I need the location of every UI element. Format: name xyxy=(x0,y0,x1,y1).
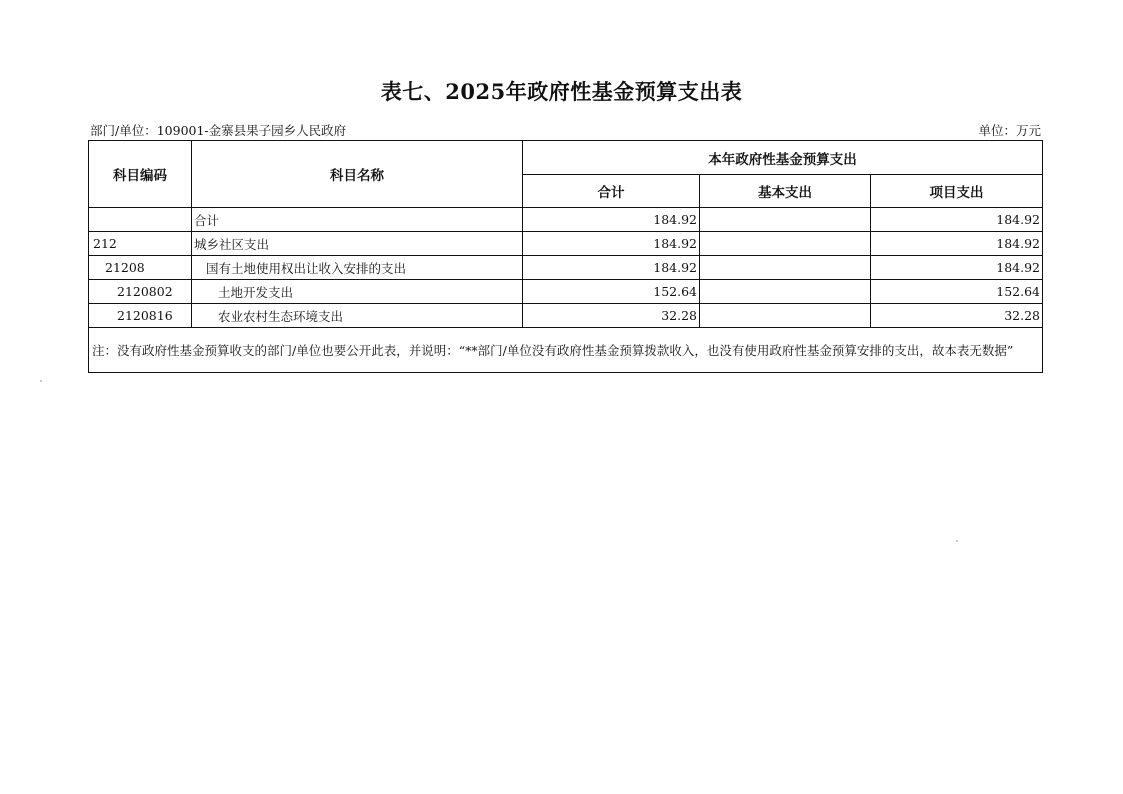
row-total: 184.92 xyxy=(523,256,700,280)
table-row xyxy=(89,256,1043,280)
row-name: 国有土地使用权出让收入安排的支出 xyxy=(192,256,523,280)
budget-table xyxy=(88,140,1043,373)
page-title: 表七、2025年政府性基金预算支出表 xyxy=(380,79,743,104)
row-name: 农业农村生态环境支出 xyxy=(192,304,523,328)
department-label: 部门/单位：109001-金寨县果子园乡人民政府 xyxy=(90,123,347,138)
row-basic xyxy=(700,304,871,328)
table-row xyxy=(89,280,1043,304)
row-project: 184.92 xyxy=(871,256,1043,280)
row-total: 184.92 xyxy=(523,232,700,256)
table-row xyxy=(89,208,1043,232)
row-code: 21208 xyxy=(89,256,192,280)
table-note: 注：没有政府性基金预算收支的部门/单位也要公开此表，并说明：“**部门/单位没有政府性基金预算拨款收入，也没有使用政府性基金预算安排的支出，故本表无数据” xyxy=(89,328,1043,373)
row-name: 合计 xyxy=(192,208,523,232)
header-total: 合计 xyxy=(523,175,700,208)
row-name: 土地开发支出 xyxy=(192,280,523,304)
row-total: 32.28 xyxy=(523,304,700,328)
header-basic: 基本支出 xyxy=(700,175,871,208)
row-code: 212 xyxy=(89,232,192,256)
row-project: 184.92 xyxy=(871,208,1043,232)
header-group: 本年政府性基金预算支出 xyxy=(523,141,1043,175)
unit-label: 单位：万元 xyxy=(978,123,1041,138)
row-name: 城乡社区支出 xyxy=(192,232,523,256)
row-code xyxy=(89,208,192,232)
note-row xyxy=(89,328,1043,373)
row-code: 2120816 xyxy=(89,304,192,328)
header-name: 科目名称 xyxy=(192,141,523,208)
table-row xyxy=(89,232,1043,256)
row-basic xyxy=(700,256,871,280)
header-code: 科目编码 xyxy=(89,141,192,208)
row-code: 2120802 xyxy=(89,280,192,304)
header-project: 项目支出 xyxy=(871,175,1043,208)
table-row xyxy=(89,304,1043,328)
row-project: 184.92 xyxy=(871,232,1043,256)
row-project: 152.64 xyxy=(871,280,1043,304)
row-total: 152.64 xyxy=(523,280,700,304)
header-row-1 xyxy=(89,141,1043,175)
scan-speck xyxy=(40,380,42,382)
row-basic xyxy=(700,232,871,256)
row-basic xyxy=(700,280,871,304)
scan-speck xyxy=(956,540,958,542)
row-total: 184.92 xyxy=(523,208,700,232)
row-project: 32.28 xyxy=(871,304,1043,328)
row-basic xyxy=(700,208,871,232)
